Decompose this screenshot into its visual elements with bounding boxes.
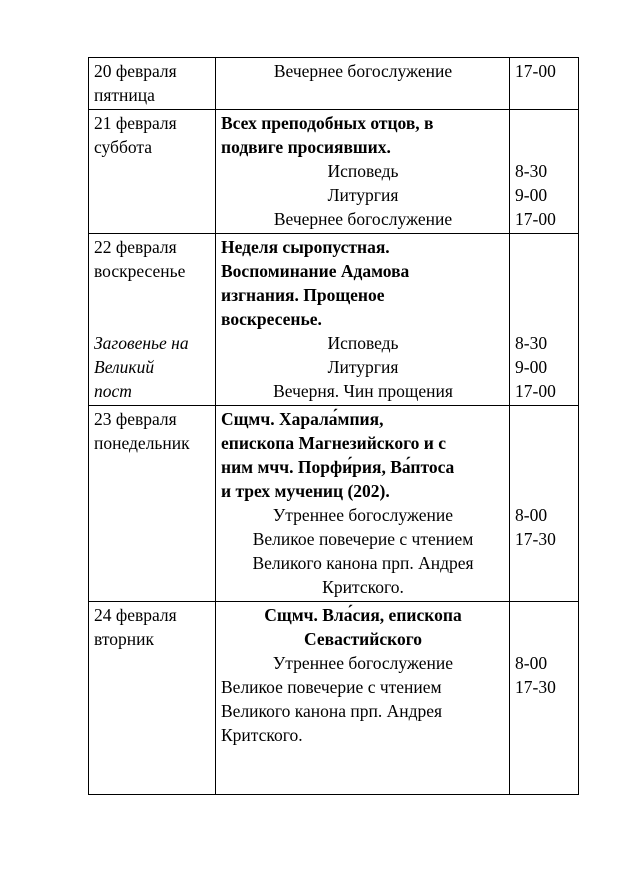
times-cell (510, 234, 579, 406)
table-row (89, 110, 579, 234)
time: 8-00 (515, 653, 548, 673)
service: Литургия (327, 357, 399, 377)
table-row (89, 406, 579, 602)
table-row (89, 602, 579, 795)
feast-title: Воспоминание Адамова (221, 261, 410, 281)
feast-title: и трех мучениц (202). (221, 481, 390, 501)
weekday: пятница (94, 85, 155, 105)
date: 21 февраля (94, 113, 177, 133)
feast-title: воскресенье. (221, 309, 322, 329)
date-cell (89, 58, 216, 110)
time: 8-30 (515, 333, 548, 353)
services-cell (216, 406, 510, 602)
service: Критского. (221, 725, 303, 745)
spacer (515, 235, 574, 331)
time: 17-00 (515, 61, 556, 81)
service: Великого канона прп. Андрея (252, 553, 474, 573)
service: Великое повечерие с чтением (221, 677, 442, 697)
services-cell (216, 110, 510, 234)
date-cell (89, 110, 216, 234)
date: 22 февраля (94, 237, 177, 257)
time: 9-00 (515, 185, 548, 205)
time: 17-00 (515, 209, 556, 229)
feast-title: Сщмч. Вла́сия, епископа (264, 605, 462, 625)
service: Критского. (322, 577, 404, 597)
feast-title: Сщмч. Харала́мпия, (221, 409, 384, 429)
table-row (89, 58, 579, 110)
service: Вечерня. Чин прощения (273, 381, 453, 401)
services-cell (216, 58, 510, 110)
schedule-table (88, 57, 579, 795)
date-cell (89, 234, 216, 406)
fast-note: Заговенье на (94, 333, 189, 353)
spacer (515, 407, 574, 503)
time: 17-30 (515, 677, 556, 697)
date-cell (89, 602, 216, 795)
times-cell (510, 110, 579, 234)
date: 24 февраля (94, 605, 177, 625)
time: 8-30 (515, 161, 548, 181)
spacer (94, 283, 211, 331)
feast-title: Неделя сыропустная. (221, 237, 390, 257)
feast-title: Всех преподобных отцов, в (221, 113, 434, 133)
service: Вечернее богослужение (273, 209, 453, 229)
time: 17-00 (515, 381, 556, 401)
weekday: понедельник (94, 433, 190, 453)
date-cell (89, 406, 216, 602)
feast-title: подвиге просиявших. (221, 137, 391, 157)
feast-title: ним мчч. Порфи́рия, Ва́птоса (221, 457, 455, 477)
times-cell (510, 58, 579, 110)
time: 9-00 (515, 357, 548, 377)
service: Литургия (327, 185, 399, 205)
spacer (515, 111, 574, 159)
feast-title: епископа Магнезийского и с (221, 433, 447, 453)
service: Исповедь (327, 333, 399, 353)
times-cell (510, 602, 579, 795)
table-row (89, 234, 579, 406)
date: 23 февраля (94, 409, 177, 429)
service: Утреннее богослужение (272, 653, 454, 673)
weekday: суббота (94, 137, 153, 157)
time: 8-00 (515, 505, 548, 525)
weekday: вторник (94, 629, 154, 649)
service: Исповедь (327, 161, 399, 181)
date: 20 февраля (94, 61, 177, 81)
fast-note: пост (94, 381, 132, 401)
service: Вечернее богослужение (273, 61, 453, 81)
feast-title: изгнания. Прощеное (221, 285, 385, 305)
service: Великого канона прп. Андрея (221, 701, 443, 721)
services-cell (216, 602, 510, 795)
fast-note: Великий (94, 357, 155, 377)
spacer (515, 603, 574, 651)
service: Утреннее богослужение (272, 505, 454, 525)
weekday: воскресенье (94, 261, 186, 281)
feast-title: Севастийского (304, 629, 422, 649)
time: 17-30 (515, 529, 556, 549)
service: Великое повечерие с чтением (252, 529, 474, 549)
services-cell (216, 234, 510, 406)
times-cell (510, 406, 579, 602)
